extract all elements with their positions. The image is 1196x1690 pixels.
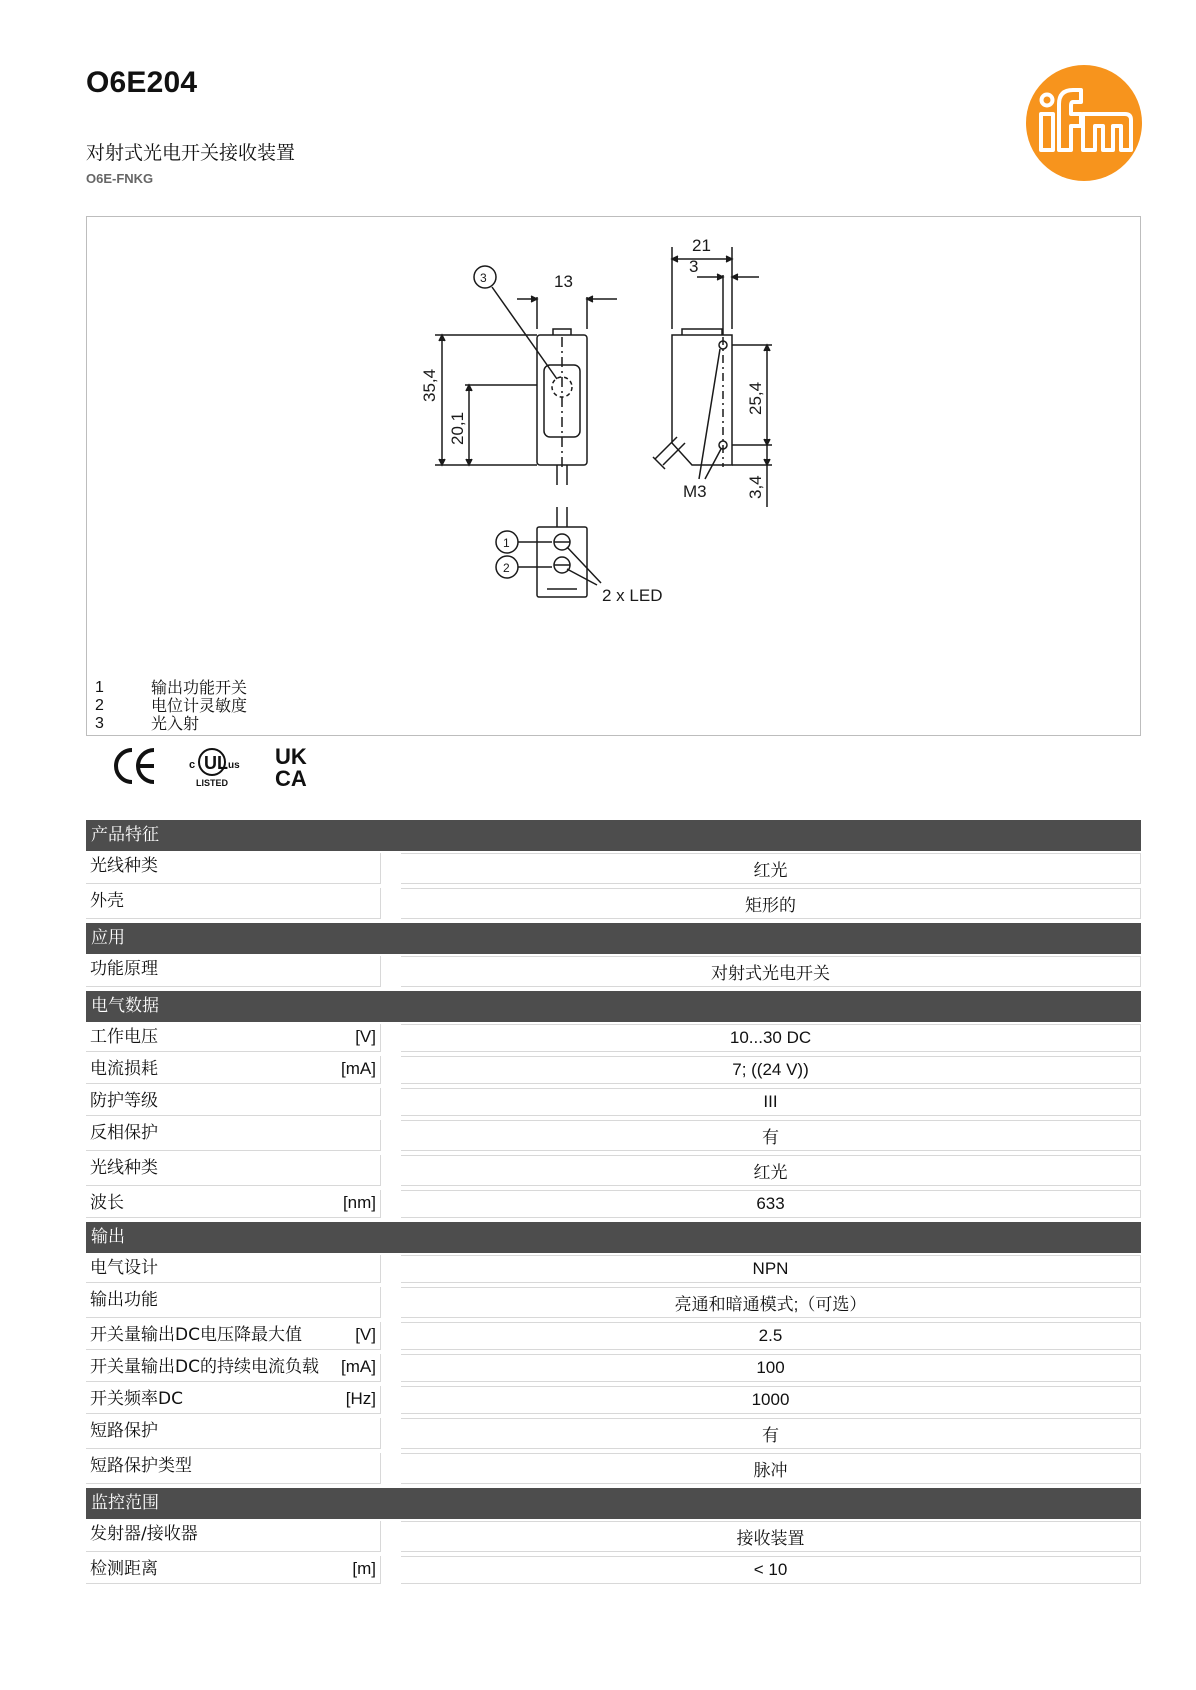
dim-3-label: 3 bbox=[689, 257, 699, 276]
table-row: 光线种类 红光 bbox=[86, 853, 1141, 884]
led-label: 2 x LED bbox=[602, 586, 663, 605]
legend-item: 3 光入射 bbox=[95, 714, 200, 733]
section-header: 监控范围 bbox=[86, 1488, 1141, 1519]
ukca-mark-icon bbox=[275, 744, 307, 791]
section-header: 产品特征 bbox=[86, 820, 1141, 851]
ifm-logo-icon bbox=[1025, 64, 1143, 182]
svg-text:UL: UL bbox=[204, 753, 228, 773]
table-row: 电流损耗 [mA] 7; ((24 V)) bbox=[86, 1056, 1141, 1084]
dimension-drawing-frame bbox=[86, 216, 1141, 736]
callout-2-label: 2 bbox=[503, 561, 510, 575]
drawing-legend bbox=[95, 679, 247, 733]
legend-item: 1 输出功能开关 bbox=[95, 678, 248, 697]
table-row: 开关量输出DC电压降最大值 [V] 2.5 bbox=[86, 1322, 1141, 1350]
spec-table bbox=[86, 820, 1141, 1588]
dim-3-4-label: 3,4 bbox=[746, 475, 765, 499]
m3-label: M3 bbox=[683, 482, 707, 501]
section-header: 输出 bbox=[86, 1222, 1141, 1253]
product-title: O6E204 bbox=[86, 66, 198, 99]
legend-item: 2 电位计灵敏度 bbox=[95, 696, 248, 715]
section-header: 电气数据 bbox=[86, 991, 1141, 1022]
table-row: 发射器/接收器 接收装置 bbox=[86, 1521, 1141, 1552]
table-row: 防护等级 III bbox=[86, 1088, 1141, 1116]
table-row: 短路保护类型 脉冲 bbox=[86, 1453, 1141, 1484]
dim-35-4-label: 35,4 bbox=[420, 368, 439, 402]
table-row: 光线种类 红光 bbox=[86, 1155, 1141, 1186]
cul-us-listed-icon bbox=[189, 749, 240, 788]
section-header: 应用 bbox=[86, 923, 1141, 954]
table-row: 开关量输出DC的持续电流负载 [mA] 100 bbox=[86, 1354, 1141, 1382]
dim-21-label: 21 bbox=[692, 236, 711, 255]
table-row: 反相保护 有 bbox=[86, 1120, 1141, 1151]
certification-marks bbox=[110, 742, 330, 792]
product-code: O6E-FNKG bbox=[86, 171, 154, 186]
product-subtitle: 对射式光电开关接收装置 bbox=[86, 142, 296, 164]
ce-mark-icon bbox=[116, 750, 154, 782]
callout-1-label: 1 bbox=[503, 536, 510, 550]
dim-20-1-label: 20,1 bbox=[448, 411, 467, 445]
svg-text:c: c bbox=[189, 759, 196, 771]
table-row: 检测距离 [m] < 10 bbox=[86, 1556, 1141, 1584]
svg-text:CA: CA bbox=[275, 766, 307, 791]
table-row: 电气设计 NPN bbox=[86, 1255, 1141, 1283]
svg-text:LISTED: LISTED bbox=[196, 778, 229, 788]
svg-text:UK: UK bbox=[275, 744, 307, 769]
dim-13-label: 13 bbox=[554, 272, 573, 291]
svg-text:us: us bbox=[228, 760, 240, 771]
table-row: 工作电压 [V] 10...30 DC bbox=[86, 1024, 1141, 1052]
table-row: 开关频率DC [Hz] 1000 bbox=[86, 1386, 1141, 1414]
dimension-drawing bbox=[87, 217, 1140, 735]
dim-25-4-label: 25,4 bbox=[746, 381, 765, 415]
table-row: 外壳 矩形的 bbox=[86, 888, 1141, 919]
table-row: 波长 [nm] 633 bbox=[86, 1190, 1141, 1218]
table-row: 短路保护 有 bbox=[86, 1418, 1141, 1449]
table-row: 输出功能 亮通和暗通模式;（可选） bbox=[86, 1287, 1141, 1318]
callout-3-label: 3 bbox=[480, 271, 487, 285]
table-row: 功能原理 对射式光电开关 bbox=[86, 956, 1141, 987]
